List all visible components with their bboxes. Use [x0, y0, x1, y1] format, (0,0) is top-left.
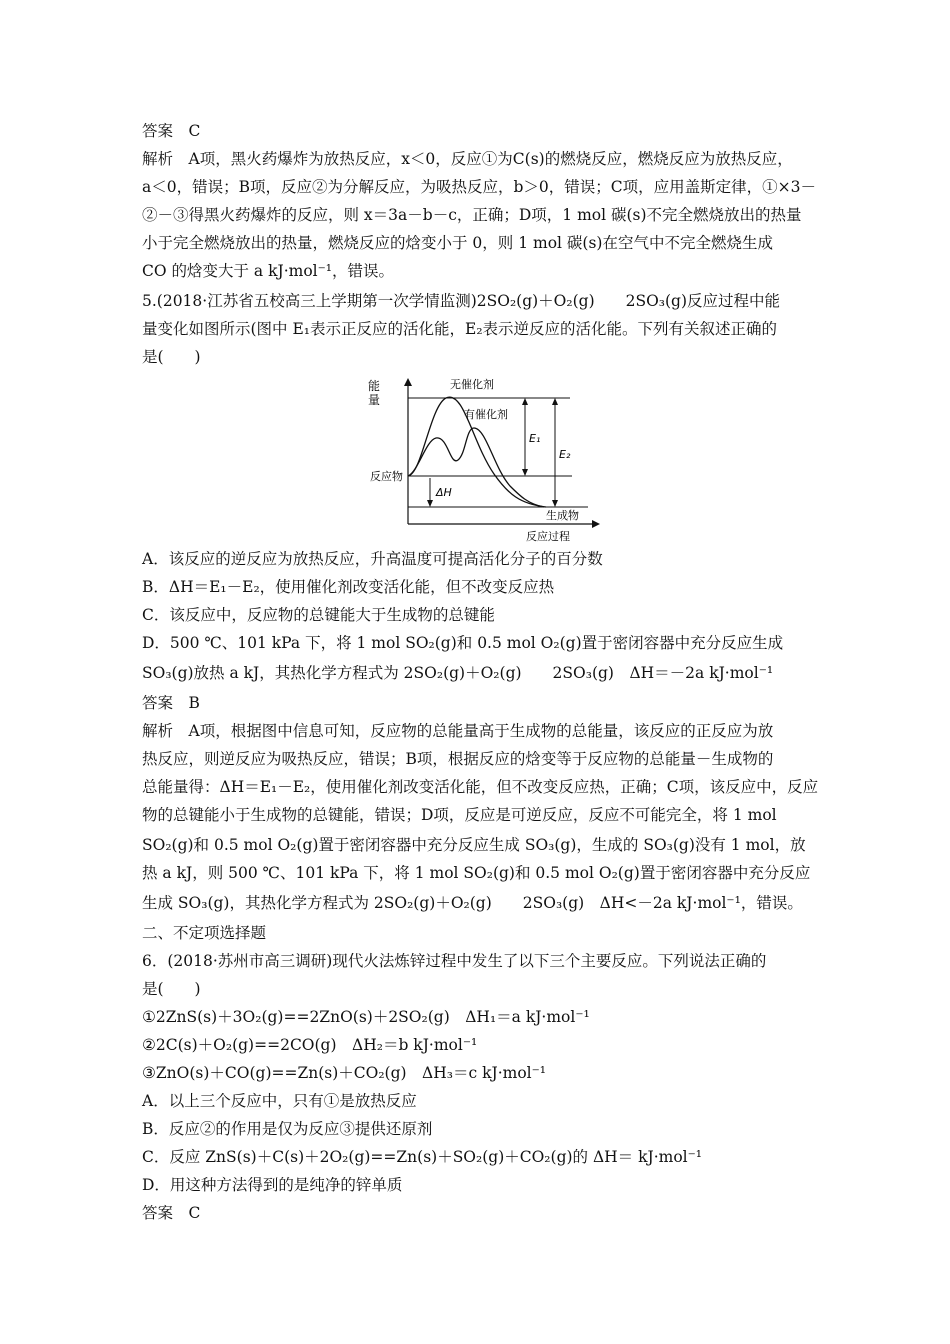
y-axis-label: 量 [368, 393, 381, 407]
no-catalyst-label: 无催化剂 [450, 378, 494, 391]
x-axis-label: 反应过程 [526, 530, 570, 543]
analysis-line: 解析 A项，根据图中信息可知，反应物的总能量高于生成物的总能量，该反应的正反应为放 [142, 722, 774, 740]
answer-line: 答案 C [142, 1204, 201, 1222]
option-a: A．该反应的逆反应为放热反应，升高温度可提高活化分子的百分数 [142, 550, 603, 568]
option-d-cont: SO₃(g)放热 a kJ，其热化学方程式为 2SO₂(g)＋O₂(g) 2SO₃(g) ΔH＝－2a kJ·mol⁻¹ [142, 664, 774, 682]
e1-label: E₁ [529, 432, 541, 445]
question-line: 5.(2018·江苏省五校高三上学期第一次学情监测)2SO₂(g)＋O₂(g) 2SO₃(g)反应过程中能 [142, 292, 781, 310]
y-axis-arrow [404, 378, 412, 386]
analysis-line: ②－③得黑火药爆炸的反应，则 x＝3a－b－c，正确；D项，1 mol 碳(s)不完全燃烧放出的热量 [142, 206, 802, 224]
option-d: D．用这种方法得到的是纯净的锌单质 [142, 1176, 403, 1194]
section-heading: 二、不定项选择题 [142, 924, 267, 942]
question-line: 是( ) [142, 980, 201, 998]
analysis-line: a＜0，错误；B项，反应②为分解反应，为吸热反应，b＞0，错误；C项，应用盖斯定律，①×3－ [142, 178, 816, 196]
analysis-line: 小于完全燃烧放出的热量，燃烧反应的焓变小于 0，则 1 mol 碳(s)在空气中不完全燃烧生成 [142, 234, 773, 252]
reactant-label: 反应物 [370, 470, 403, 483]
option-b: B．ΔH＝E₁－E₂，使用催化剂改变活化能，但不改变反应热 [142, 578, 555, 596]
analysis-line: 热 a kJ，则 500 ℃、101 kPa 下，将 1 mol SO₂(g)和 0.5 mol O₂(g)置于密闭容器中充分反应 [142, 864, 811, 882]
reaction-1: ①2ZnS(s)＋3O₂(g)==2ZnO(s)＋2SO₂(g) ΔH₁＝a kJ·mol⁻¹ [142, 1008, 590, 1026]
delta-h-label: ΔH [436, 486, 452, 499]
x-axis-arrow [592, 520, 600, 528]
question-line: 是( ) [142, 348, 201, 366]
question-line: 6．(2018·苏州市高三调研)现代火法炼锌过程中发生了以下三个主要反应。下列说法正确的 [142, 952, 767, 970]
energy-diagram [360, 376, 600, 544]
analysis-line: SO₂(g)和 0.5 mol O₂(g)置于密闭容器中充分反应生成 SO₃(g)，生成的 SO₃(g)没有 1 mol，放 [142, 836, 806, 854]
question-line: 量变化如图所示(图中 E₁表示正反应的活化能，E₂表示逆反应的活化能。下列有关叙述正确的 [142, 320, 778, 338]
reaction-3: ③ZnO(s)＋CO(g)==Zn(s)＋CO₂(g) ΔH₃＝c kJ·mol⁻¹ [142, 1064, 547, 1082]
reaction-2: ②2C(s)＋O₂(g)==2CO(g) ΔH₂＝b kJ·mol⁻¹ [142, 1036, 478, 1054]
option-a: A．以上三个反应中，只有①是放热反应 [142, 1092, 417, 1110]
option-c: C．该反应中，反应物的总键能大于生成物的总键能 [142, 606, 495, 624]
product-label: 生成物 [546, 509, 579, 522]
option-c: C．反应 ZnS(s)＋C(s)＋2O₂(g)==Zn(s)＋SO₂(g)＋CO₂(g)的 ΔH＝ kJ·mol⁻¹ [142, 1148, 703, 1166]
analysis-line: 热反应，则逆反应为吸热反应，错误；B项，根据反应的焓变等于反应物的总能量－生成物的 [142, 750, 774, 768]
analysis-line: 解析 A项，黑火药爆炸为放热反应，x＜0，反应①为C(s)的燃烧反应，燃烧反应为放热反应， [142, 150, 793, 168]
answer-line: 答案 B [142, 694, 200, 712]
option-b: B．反应②的作用是仅为反应③提供还原剂 [142, 1120, 433, 1138]
e2-label: E₂ [559, 448, 571, 461]
catalyst-label: 有催化剂 [464, 408, 508, 421]
y-axis-label: 能 [368, 379, 381, 393]
analysis-line: 总能量得：ΔH＝E₁－E₂，使用催化剂改变活化能，但不改变反应热，正确；C项，该反应中，反应 [142, 778, 819, 796]
analysis-line: 生成 SO₃(g)，其热化学方程式为 2SO₂(g)＋O₂(g) 2SO₃(g) ΔH<－2a kJ·mol⁻¹，错误。 [142, 894, 803, 912]
analysis-line: CO 的焓变大于 a kJ·mol⁻¹，错误。 [142, 262, 395, 280]
analysis-line: 物的总键能小于生成物的总键能，错误；D项，反应是可逆反应，反应不可能完全，将 1 mol [142, 806, 777, 824]
answer-line: 答案 C [142, 122, 201, 140]
option-d: D．500 ℃、101 kPa 下，将 1 mol SO₂(g)和 0.5 mol O₂(g)置于密闭容器中充分反应生成 [142, 634, 784, 652]
